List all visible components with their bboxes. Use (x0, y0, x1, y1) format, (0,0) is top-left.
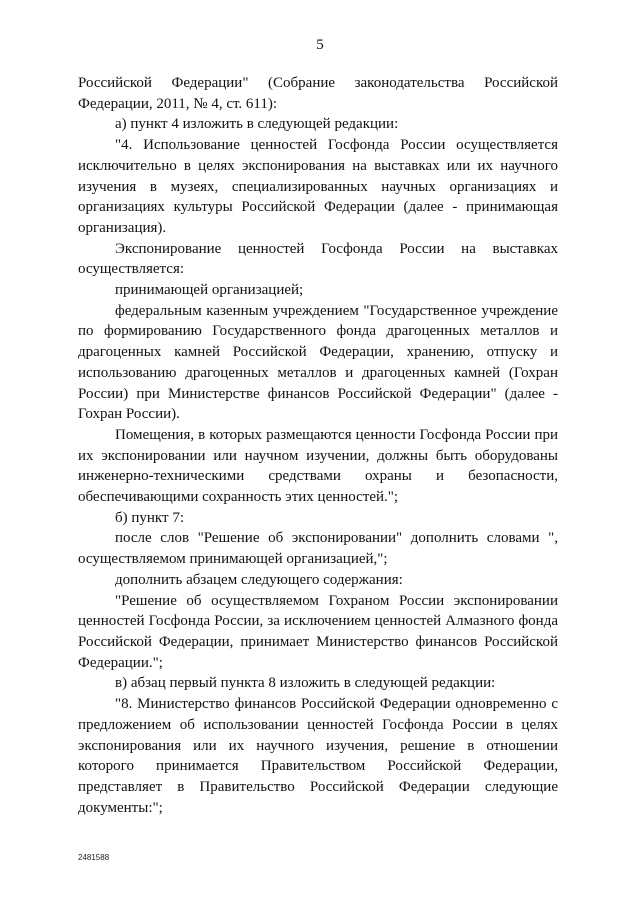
paragraph: дополнить абзацем следующего содержания: (115, 571, 403, 588)
paragraph: "8. Министерство финансов Российской Федерации одновременно с предложением об использовании ценностей Госфонда России в целях экспонирования или их научного изучения, решение в отношении которого принимается Правительством Российской Федерации, представляет в Правительство Российской Федерации следующие документы:"; (78, 696, 558, 816)
document-body (78, 73, 558, 818)
page-number: 5 (316, 37, 324, 53)
paragraph: в) абзац первый пункта 8 изложить в следующей редакции: (115, 675, 496, 692)
paragraph: принимающей организацией; (115, 282, 304, 299)
paragraph: федеральным казенным учреждением "Государственное учреждение по формированию Государственного фонда драгоценных металлов и драгоценных камней Российской Федерации, хранению, отпуску и использованию драгоценных металлов и драгоценных камней (Гохран России) при Министерстве финансов Российской Федерации" (далее - Гохран России). (78, 302, 558, 423)
paragraph: после слов "Решение об экспонировании" дополнить словами ", осуществляемом принимающей организацией,"; (78, 530, 558, 568)
paragraph: а) пункт 4 изложить в следующей редакции: (115, 116, 399, 133)
paragraph: Российской Федерации" (Собрание законодательства Российской Федерации, 2011, № 4, ст. 611): (78, 75, 558, 112)
paragraph: "4. Использование ценностей Госфонда России осуществляется исключительно в целях экспонирования на выставках или их научного изучения в музеях, специализированных научных организациях и организациях культуры Российской Федерации (далее - принимающая организация). (78, 137, 558, 236)
document-code: 2481588 (78, 853, 110, 862)
paragraph: Помещения, в которых размещаются ценности Госфонда России при их экспонировании или научном изучении, должны быть оборудованы инженерно-техническими средствами охраны и безопасности, обеспечивающими сохранность этих ценностей."; (78, 426, 558, 506)
paragraph: Экспонирование ценностей Госфонда России на выставках осуществляется: (78, 240, 558, 278)
paragraph: б) пункт 7: (115, 509, 184, 526)
paragraph: "Решение об осуществляемом Гохраном России экспонировании ценностей Госфонда России, за исключением ценностей Алмазного фонда Российской Федерации, принимает Министерство финансов Российской Федерации."; (78, 592, 558, 671)
